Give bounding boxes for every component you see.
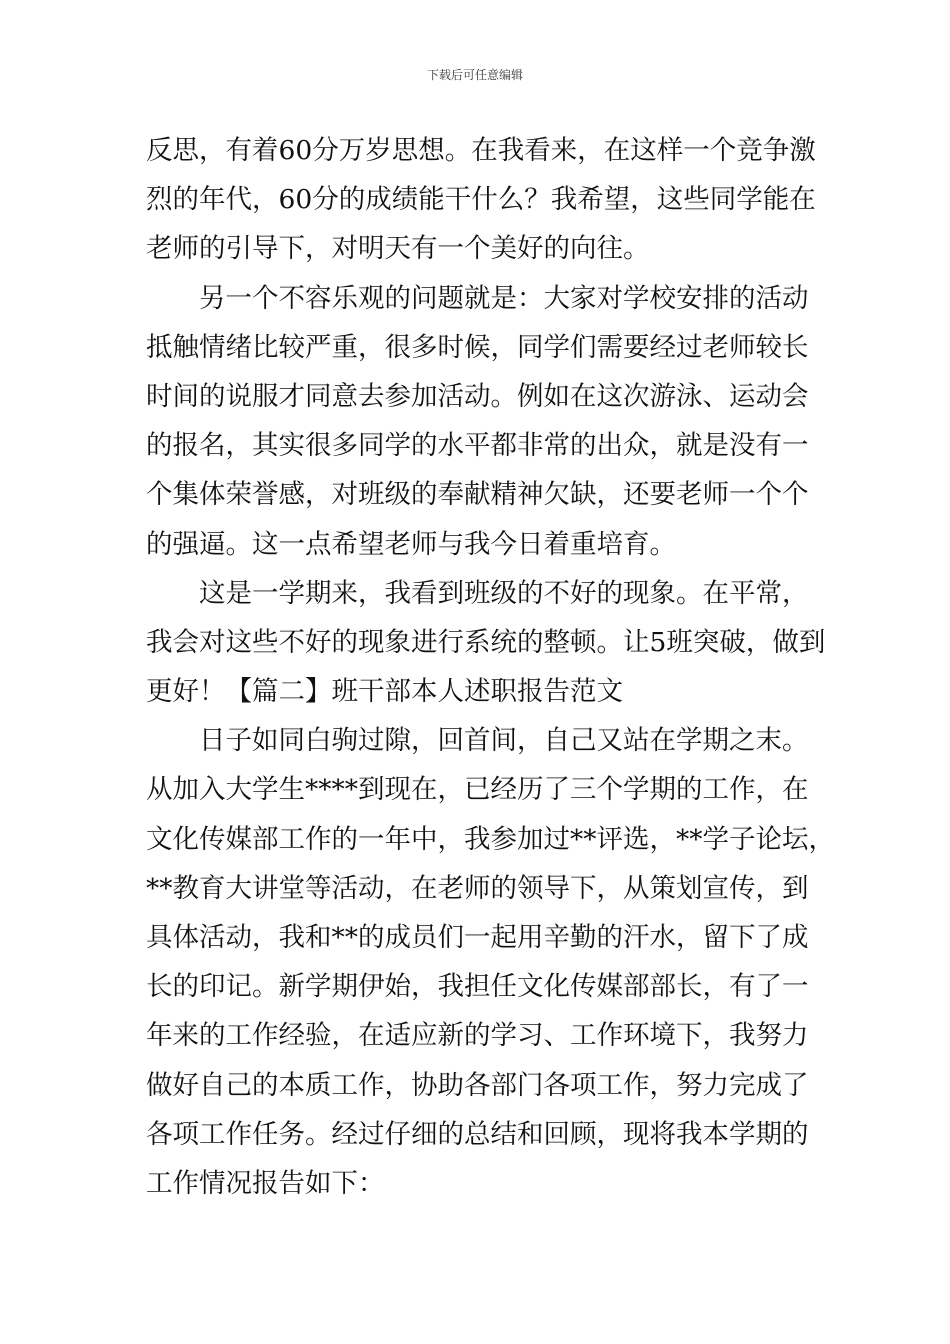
text-line: 个集体荣誉感，对班级的奉献精神欠缺，还要老师一个个 [146,479,809,511]
text-line: 年来的工作经验，在适应新的学习、工作环境下，我努力 [146,1020,809,1052]
text-line: 烈的年代，60分的成绩能干什么？我希望，这些同学能在 [146,184,816,216]
text-line: 的报名，其实很多同学的水平都非常的出众，就是没有一 [146,430,809,462]
text-line: 文化传媒部工作的一年中，我参加过**评选，**学子论坛， [146,823,835,855]
text-line: 各项工作任务。经过仔细的总结和回顾，现将我本学期的 [146,1118,809,1150]
text-line: 工作情况报告如下： [146,1167,385,1199]
text-line: 更好！【篇二】班干部本人述职报告范文 [146,676,623,708]
text-line: 长的印记。新学期伊始，我担任文化传媒部部长，有了一 [146,971,809,1003]
text-line: 的强逼。这一点希望老师与我今日着重培育。 [146,528,676,560]
text-line: 日子如同白驹过隙，回首间，自己又站在学期之末。 [199,725,809,757]
text-line: 老师的引导下，对明天有一个美好的向往。 [146,233,650,265]
text-line: 这是一学期来，我看到班级的不好的现象。在平常， [199,577,809,609]
text-line: 具体活动，我和**的成员们一起用辛勤的汗水，留下了成 [146,922,809,953]
text-line: 抵触情绪比较严重，很多时候，同学们需要经过老师较长 [146,331,809,363]
text-line: 做好自己的本质工作，协助各部门各项工作，努力完成了 [146,1069,809,1101]
text-line: 反思，有着60分万岁思想。在我看来，在这样一个竞争激 [146,135,816,166]
text-line: **教育大讲堂等活动，在老师的领导下，从策划宣传，到 [146,872,809,904]
text-line: 时间的说服才同意去参加活动。例如在这次游泳、运动会 [146,380,809,412]
text-line: 从加入大学生****到现在，已经历了三个学期的工作，在 [146,774,809,806]
document-body [146,126,835,1208]
page-header: 下载后可任意编辑 [426,68,523,82]
text-line: 我会对这些不好的现象进行系统的整顿。让5班突破，做到 [146,626,826,658]
text-line: 另一个不容乐观的问题就是：大家对学校安排的活动 [199,282,809,314]
